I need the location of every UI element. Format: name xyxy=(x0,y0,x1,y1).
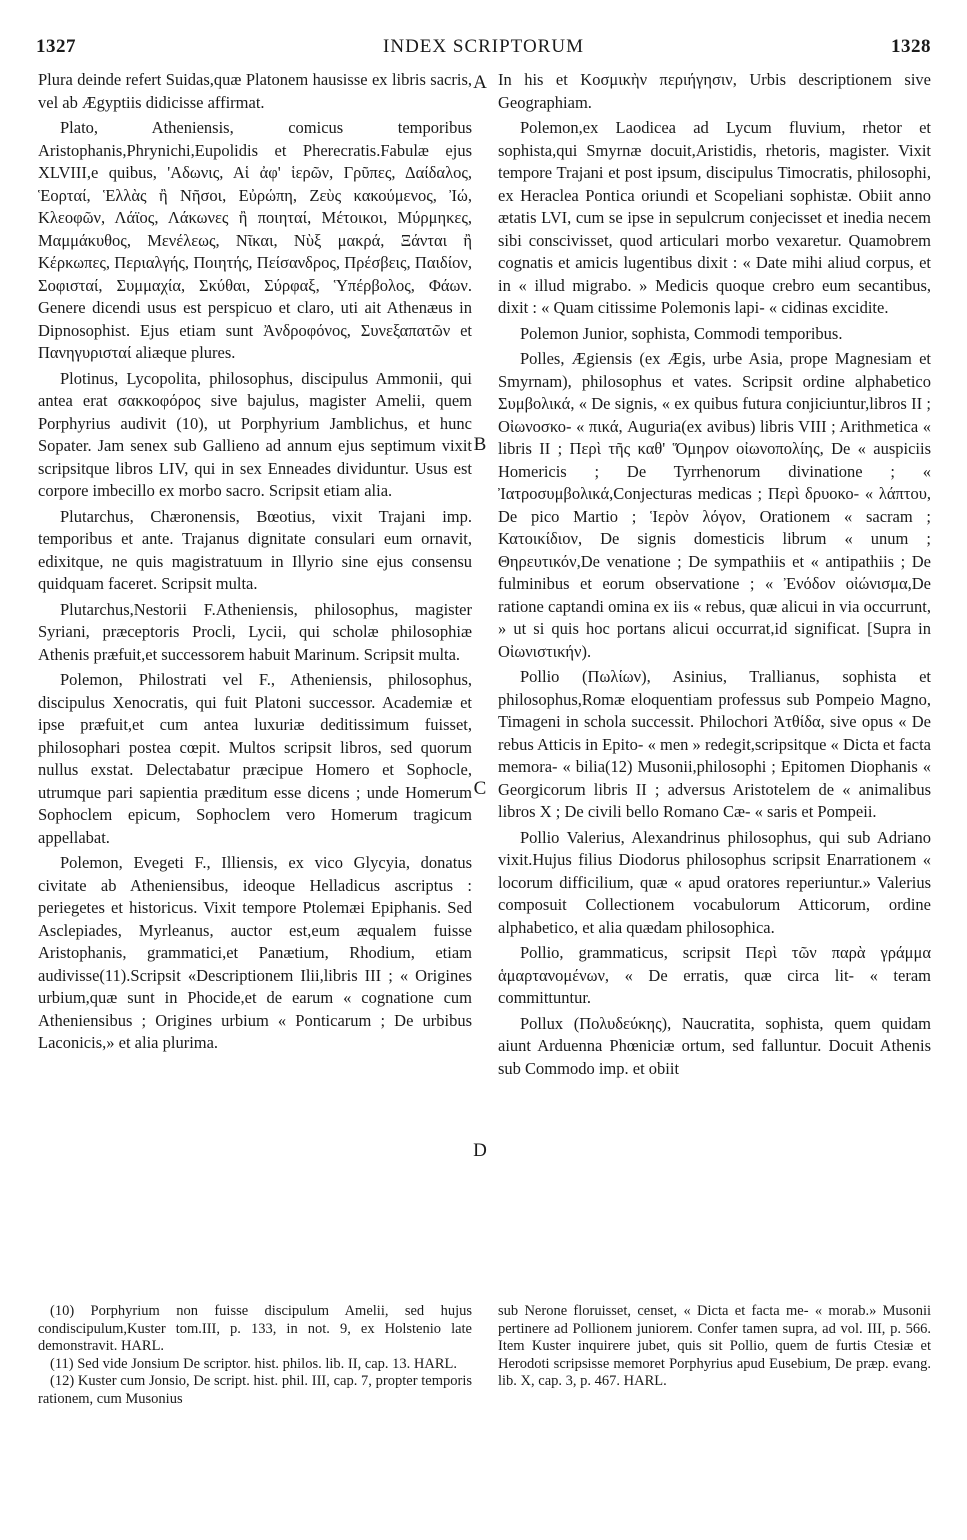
footnote-12: (12) Kuster cum Jonsio, De script. hist. phil. III, cap. 7, propter temporis rationem, cum Musonius xyxy=(38,1373,472,1407)
entry-polemon-junior: Polemon Junior, sophista, Commodi temporibus. xyxy=(520,323,843,343)
left-column xyxy=(38,69,472,1058)
entry-pollio-valerius: Pollio Valerius, Alexandrinus philosophus, qui sub Adriano vixit.Hujus filius Diodorus philosophus scripsit Enarrationem « locorum difficilium, quæ « apud oratores reperiuntur.» Valerius composuit Collectionem vocabulorum Atticorum, ordine alphabetico, et alia quædam philosophica. xyxy=(498,827,931,937)
margin-marker-b: B xyxy=(473,434,487,455)
page-number-left: 1327 xyxy=(36,36,76,57)
entry-plutarchus-nestorii: Plutarchus,Nestorii F.Atheniensis, philosophus, magister Syriani, præceptoris Procli, Lycii, qui scholæ philosophiæ Athenis præfuit,et successorem habuit Marinum. Scripsit multa. xyxy=(38,599,472,664)
margin-marker-c: C xyxy=(473,778,487,799)
entry-pollux: Pollux (Πολυδεύκης), Naucratita, sophista, quem quidam aiunt Arduenna Phœniciæ ortum, sed falluntur. Docuit Athenis sub Commodo imp. et obiit xyxy=(498,1013,931,1078)
entry-pollio-grammaticus: Pollio, grammaticus, scripsit Περὶ τῶν παρὰ γράμμα ἁμαρτανομένων, « De erratis, quæ circa lit- « teram committuntur. xyxy=(498,943,931,1007)
footnotes-left xyxy=(38,1303,472,1409)
running-title: INDEX SCRIPTORUM xyxy=(383,36,584,57)
entry-polemon-laodicea: Polemon,ex Laodicea ad Lycum fluvium, rhetor et sophista,qui Smyrnæ docuit,Aristidis, rhetoris, magister. Vixit tempore Trajani et post ipsum, discipulus Timocratis, philosophi, ex Heraclea Pontica oriundi et Scopeliani sophistæ. Obiit anno ætatis LVI, cum se ipse in sepulcrum conjecisset et inedia necem sibi conscivisset, quod articulari morbo vexaretur. Quamobrem cognatis et amicis lugentibus dixit : « Date mihi aliud corpus, et in « illud migrabo. » Medicis quoque crebro eum secantibus, dixit : « Quam citissime Polemonis lapi- « cidinas excidite. xyxy=(498,118,931,317)
margin-marker-a: A xyxy=(473,72,487,93)
page-number-right: 1328 xyxy=(891,36,931,57)
margin-marker-d: D xyxy=(473,1140,487,1161)
entry-plato: Plato, Atheniensis, comicus temporibus Aristophanis,Phrynichi,Eupolidis et Pherecratis.Fabulæ ejus XLVIII,e quibus, 'Αδωνις, Αἱ ἀφ' ἱερῶν, Γρῦπες, Δαίδαλος, Ἑορταί, Ἑλλὰς ἢ Νῆσοι, Εὐρώπη, Ζεὺς κακούμενος, Ἰώ, Κλεοφῶν, Λάϊος, Λάκωνες ἢ ποιηταί, Μέτοικοι, Μύρμηκες, Μαμμάκυθος, Μενέλεως, Νῖκαι, Νὺξ μακρά, Ξάνται ἢ Κέρκωπες, Περιαλγής, Ποιητής, Πείσανδρος, Πρέσβεις, Παιδίον, Σοφισταί, Συμμαχία, Σκύθαι, Σύρφαξ, Ὑπέρβολος, Φάων. Genere dicendi usus est perspicuo et claro, uti ait Athenæus in Dipnosophist. Ejus etiam sunt Ἀνδροφόνος, Συνεξαπατῶν et Πανηγυρισταί aliæque plures. xyxy=(38,118,472,362)
footnotes-right xyxy=(498,1303,931,1391)
entry-polemon-evegeti: Polemon, Evegeti F., Illiensis, ex vico Glycyia, donatus civitate ab Atheniensibus, ideoque Helladicus ascriptus : periegetes et historicus. Vixit tempore Ptolemæi Epiphanis. Sed Asclepiades, Myrleanus, auctor est,eum æqualem fuisse Aristophanis, grammatici,et Panætium, Rhodium, etiam audivisse(11).Scripsit «Descriptionem Ilii,libris III ; « Origines urbium,quæ sunt in Phocide,et de earum « cognatione cum Atheniensibus ; Origines urbium « Ponticarum ; De urbibus Laconicis,» et alia plurima. xyxy=(38,853,472,1052)
entry-plutarchus: Plutarchus, Chæronensis, Bœotius, vixit Trajani imp. temporibus et ante. Trajanus dignitate consulari eum ornavit, edixitque, ne quis magistratuum in Illyrio sine ejus consensu quidquam faceret. Scripsit multa. xyxy=(38,506,472,593)
entry-paragraph: In his et Κοσμικὴν περιήγησιν, Urbis descriptionem sive Geographiam. xyxy=(498,70,931,112)
entry-plotinus: Plotinus, Lycopolita, philosophus, discipulus Ammonii, qui antea erat σακκοφόρος sive bajulus, magister Amelii, quem Porphyrius audivit (10), ut Porphyrium Jamblichus, et hunc Sopater. Jam senex sub Gallieno ad annum ejus septimum vixit scripsitque libros LIV, qui in sex Enneades dividuntur. Usus est corpore imbecillo ex morbo sacro. Scripsit etiam alia. xyxy=(38,368,472,500)
entry-paragraph: Plura deinde refert Suidas,quæ Platonem hausisse ex libris sacris, vel ab Ægyptiis didicisse affirmat. xyxy=(38,70,472,112)
footnote-10: (10) Porphyrium non fuisse discipulum Amelii, sed hujus condiscipulum,Kuster tom.III, p. 133, in not. 9, ex Holstenio late demonstravit. HARL. xyxy=(38,1303,472,1355)
entry-polemon-philostrati: Polemon, Philostrati vel F., Atheniensis, philosophus, discipulus Xenocratis, qui fuit Platoni successor. Academiæ et ipse præfuit,et cum antea luxuriæ deditissimum fuisset, philosophari postea cœpit. Multos scripsit libros, sed quorum nullus exstat. Delectabatur præcipue Homero et Sophocle, utrumque pari sapientia præditum esse dicens ; unde Homerum Sophoclem epicum, Sophoclem vero Homerum tragicum appellabat. xyxy=(38,670,472,847)
right-column xyxy=(498,69,931,1083)
running-header xyxy=(0,36,967,62)
footnote-12-continued: sub Nerone floruisset, censet, « Dicta et facta me- « morab.» Musonii pertinere ad Pollionem juniorem. Confer tamen supra, ad vol. III, p. 566. Item Kuster inquirere jubet, quis sit Pollio, quem de furtis Ctesiæ et Herodoti scripsisse memoret Porphyrius apud Eusebium, De præp. evang. lib. X, cap. 3, p. 467. HARL. xyxy=(498,1303,931,1390)
footnote-11: (11) Sed vide Jonsium De scriptor. hist. philos. lib. II, cap. 13. HARL. xyxy=(50,1355,458,1372)
entry-polles: Polles, Ægiensis (ex Ægis, urbe Asia, prope Magnesiam et Smyrnam), philosophus et vates. Scripsit ordine alphabetico Συμβολικά, « De signis, « ex quibus futura conjiciuntur,libros II ; Οἰωνοσκο- « πικά, Auguria(ex avibus) libris VIII ; Arithmetica « libris II ; Περὶ τῆς καθ' Ὅμηρον οἰωνοπολίης, De « auspiciis Homericis ; De Tyrrhenorum divinatione ; « Ἰατροσυμβολικά,Conjecturas medicas ; Περὶ δρυοκο- « λάπτου, De pico Martio ; Ἱερὸν λόγον, Orationem « sacram ; Κατοικίδιον, De signis domesticis librum « unum ; Θηρευτικόν,De venatione ; De sympathiis et « antipathiis ; De fulminibus et eorum observatione ; « Ἐνόδον οἰώνισμα,De ratione captandi omina ex iis « rebus, quæ alicui in via occurrunt, » ut si quis hoc portans alicui occurrat,id significat. [Supra in Οἰωνιστικήν). xyxy=(498,349,931,661)
entry-pollio-asinius: Pollio (Πωλίων), Asinius, Trallianus, sophista et philosophus,Romæ eloquentiam professus sub Pompeio Magno, Timageni in schola successit. Philochori Ἀτθίδα, sive opus « De rebus Atticis in Epito- « men » redegit,scripsitque « Dicta et facta memora- « bilia(12) Musonii,philosophi ; Epitomen Diophanis « Georgicorum libris II ; adversus Aristotelem de « animalibus libros X ; De civili bello Romano Cæ- « saris et Pompeii. xyxy=(498,667,931,821)
